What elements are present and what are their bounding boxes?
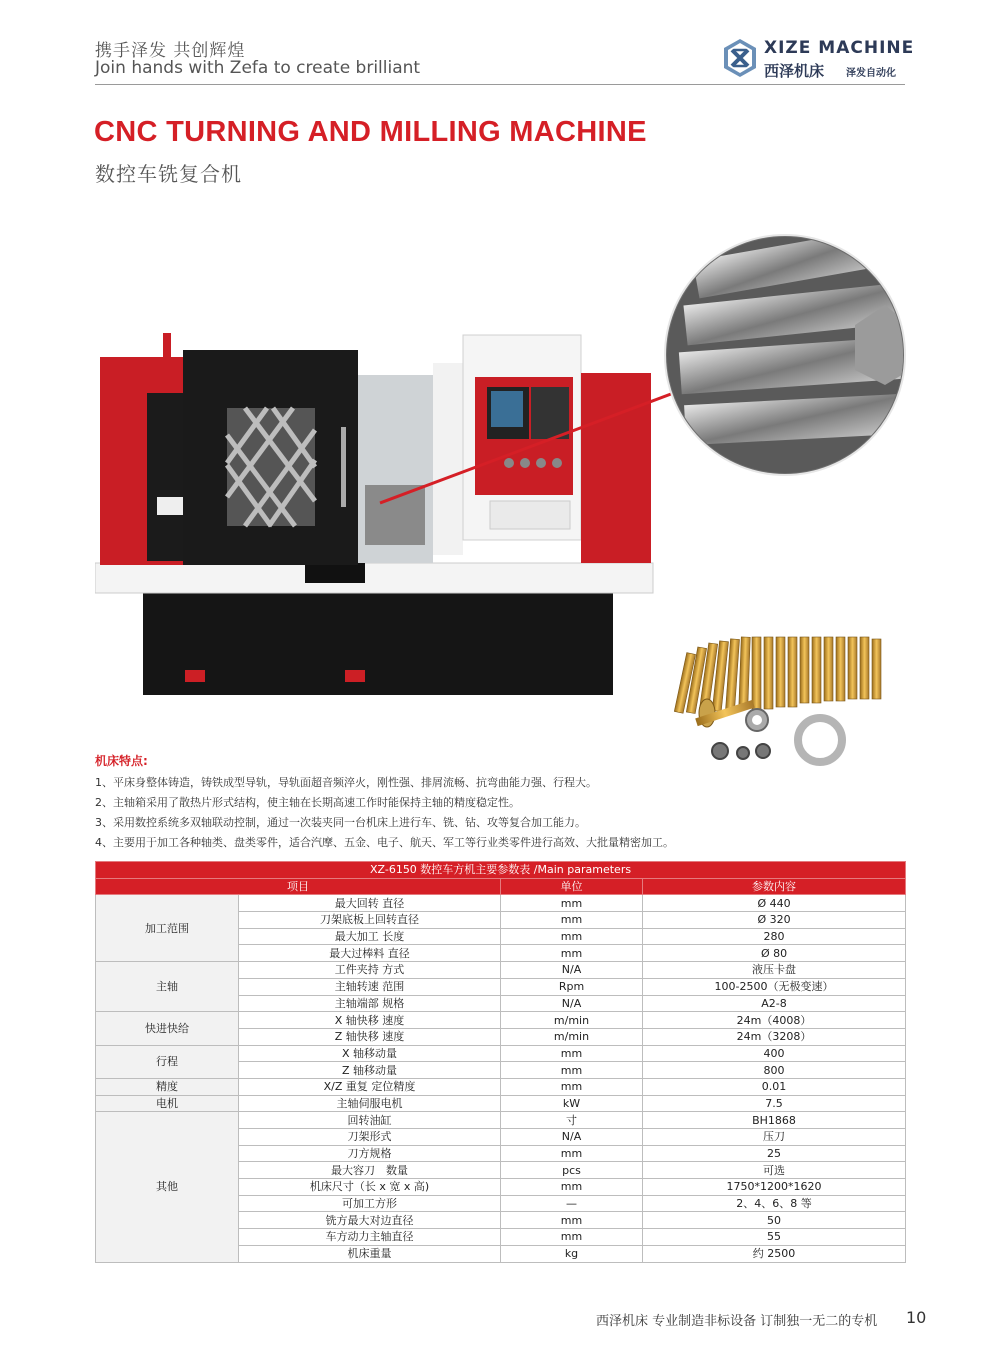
- machine-illustration: [95, 205, 910, 775]
- row-group-label: 电机: [96, 1095, 239, 1112]
- header-divider: [95, 84, 905, 85]
- footer-slogan: 西泽机床 专业制造非标设备 订制独一无二的专机: [596, 1314, 878, 1329]
- param-value: 25: [643, 1145, 906, 1162]
- logo-tagline: 泽发自动化: [846, 68, 896, 79]
- cnc-machine-image: [95, 333, 695, 695]
- param-name: 主轴转速 范围: [239, 978, 501, 995]
- feature-item: 1、平床身整体铸造，铸铁成型导轨，导轨面超音频淬火，刚性强、排屑流畅、抗弯曲能力强、行程大。: [95, 776, 597, 789]
- param-name: Z 轴快移 速度: [239, 1028, 501, 1045]
- param-name: 可加工方形: [239, 1195, 501, 1212]
- param-unit: mm: [501, 928, 643, 945]
- features-title: 机床特点:: [95, 754, 148, 768]
- row-group-label: 行程: [96, 1045, 239, 1078]
- param-unit: mm: [501, 1179, 643, 1196]
- param-name: 主轴伺服电机: [239, 1095, 501, 1112]
- param-name: 刀架底板上回转直径: [239, 912, 501, 929]
- param-unit: —: [501, 1195, 643, 1212]
- param-unit: N/A: [501, 995, 643, 1012]
- param-value: 液压卡盘: [643, 962, 906, 979]
- param-name: X 轴移动量: [239, 1045, 501, 1062]
- page-title: CNC TURNING AND MILLING MACHINE: [94, 116, 647, 148]
- param-unit: mm: [501, 1045, 643, 1062]
- feature-item: 3、采用数控系统多双轴联动控制，通过一次装夹同一台机床上进行车、铣、钻、攻等复合加工能力。: [95, 816, 586, 829]
- param-name: 铣方最大对边直径: [239, 1212, 501, 1229]
- param-unit: mm: [501, 1062, 643, 1079]
- param-value: 24m（4008）: [643, 1012, 906, 1029]
- param-unit: mm: [501, 895, 643, 912]
- row-group-label: 快进快给: [96, 1012, 239, 1045]
- param-name: X/Z 重复 定位精度: [239, 1078, 501, 1095]
- table-row: [96, 1112, 906, 1129]
- brass-parts-image: [674, 637, 881, 762]
- param-name: 刀架形式: [239, 1129, 501, 1146]
- row-group-label: 主轴: [96, 962, 239, 1012]
- param-value: 800: [643, 1062, 906, 1079]
- param-unit: Rpm: [501, 978, 643, 995]
- header-slogan-cn: 携手泽发 共创辉煌: [95, 41, 246, 61]
- param-name: Z 轴移动量: [239, 1062, 501, 1079]
- logo-text-cn: 西泽机床: [764, 62, 825, 80]
- param-value: 50: [643, 1212, 906, 1229]
- header-slogan-en: Join hands with Zefa to create brilliant: [95, 58, 421, 78]
- param-value: 24m（3208）: [643, 1028, 906, 1045]
- param-value: Ø 80: [643, 945, 906, 962]
- row-group-label: 精度: [96, 1078, 239, 1095]
- logo-text-en: XIZE MACHINE: [764, 38, 915, 58]
- param-value: 可选: [643, 1162, 906, 1179]
- table-row: [96, 895, 906, 912]
- xize-logo-icon: [722, 38, 758, 78]
- param-unit: mm: [501, 1212, 643, 1229]
- param-name: 机床尺寸（长 x 宽 x 高): [239, 1179, 501, 1196]
- table-row: [96, 1078, 906, 1095]
- param-name: 工件夹持 方式: [239, 962, 501, 979]
- param-name: 最大加工 长度: [239, 928, 501, 945]
- workpiece-closeup-image: [665, 223, 910, 475]
- param-unit: pcs: [501, 1162, 643, 1179]
- param-unit: mm: [501, 1078, 643, 1095]
- table-caption: XZ-6150 数控车方机主要参数表 /Main parameters: [96, 862, 906, 879]
- row-group-label: 加工范围: [96, 895, 239, 962]
- param-name: 机床重量: [239, 1245, 501, 1262]
- param-value: Ø 440: [643, 895, 906, 912]
- parameters-table: [95, 861, 905, 1263]
- table-row: [96, 1012, 906, 1029]
- feature-item: 4、主要用于加工各种轴类、盘类零件，适合汽摩、五金、电子、航天、军工等行业类零件进行高效、大批量精密加工。: [95, 836, 674, 849]
- param-unit: m/min: [501, 1012, 643, 1029]
- param-value: 7.5: [643, 1095, 906, 1112]
- feature-item: 2、主轴箱采用了散热片形式结构，使主轴在长期高速工作时能保持主轴的精度稳定性。: [95, 796, 520, 809]
- param-name: 最大回转 直径: [239, 895, 501, 912]
- page-subtitle: 数控车铣复合机: [95, 162, 242, 186]
- param-value: 1750*1200*1620: [643, 1179, 906, 1196]
- param-unit: N/A: [501, 962, 643, 979]
- param-name: 车方动力主轴直径: [239, 1229, 501, 1246]
- table-header-unit: 单位: [501, 878, 643, 895]
- param-value: BH1868: [643, 1112, 906, 1129]
- param-value: 55: [643, 1229, 906, 1246]
- param-value: 压刀: [643, 1129, 906, 1146]
- param-value: 100-2500（无极变速）: [643, 978, 906, 995]
- company-logo: [722, 38, 915, 82]
- param-name: 刀方规格: [239, 1145, 501, 1162]
- param-unit: mm: [501, 1229, 643, 1246]
- table-header-item: 项目: [96, 878, 501, 895]
- table-header-value: 参数内容: [643, 878, 906, 895]
- param-value: 约 2500: [643, 1245, 906, 1262]
- page-number: 10: [906, 1308, 927, 1327]
- row-group-label: 其他: [96, 1112, 239, 1262]
- param-unit: N/A: [501, 1129, 643, 1146]
- param-unit: 寸: [501, 1112, 643, 1129]
- param-name: 回转油缸: [239, 1112, 501, 1129]
- param-name: 主轴端部 规格: [239, 995, 501, 1012]
- param-unit: mm: [501, 1145, 643, 1162]
- table-row: [96, 1045, 906, 1062]
- table-row: [96, 1095, 906, 1112]
- param-unit: kg: [501, 1245, 643, 1262]
- param-unit: kW: [501, 1095, 643, 1112]
- param-name: 最大容刀 数量: [239, 1162, 501, 1179]
- param-value: 400: [643, 1045, 906, 1062]
- param-value: Ø 320: [643, 912, 906, 929]
- param-name: X 轴快移 速度: [239, 1012, 501, 1029]
- param-value: A2-8: [643, 995, 906, 1012]
- param-unit: m/min: [501, 1028, 643, 1045]
- param-value: 280: [643, 928, 906, 945]
- table-row: [96, 962, 906, 979]
- param-name: 最大过棒料 直径: [239, 945, 501, 962]
- param-unit: mm: [501, 912, 643, 929]
- param-value: 2、4、6、8 等: [643, 1195, 906, 1212]
- param-unit: mm: [501, 945, 643, 962]
- param-value: 0.01: [643, 1078, 906, 1095]
